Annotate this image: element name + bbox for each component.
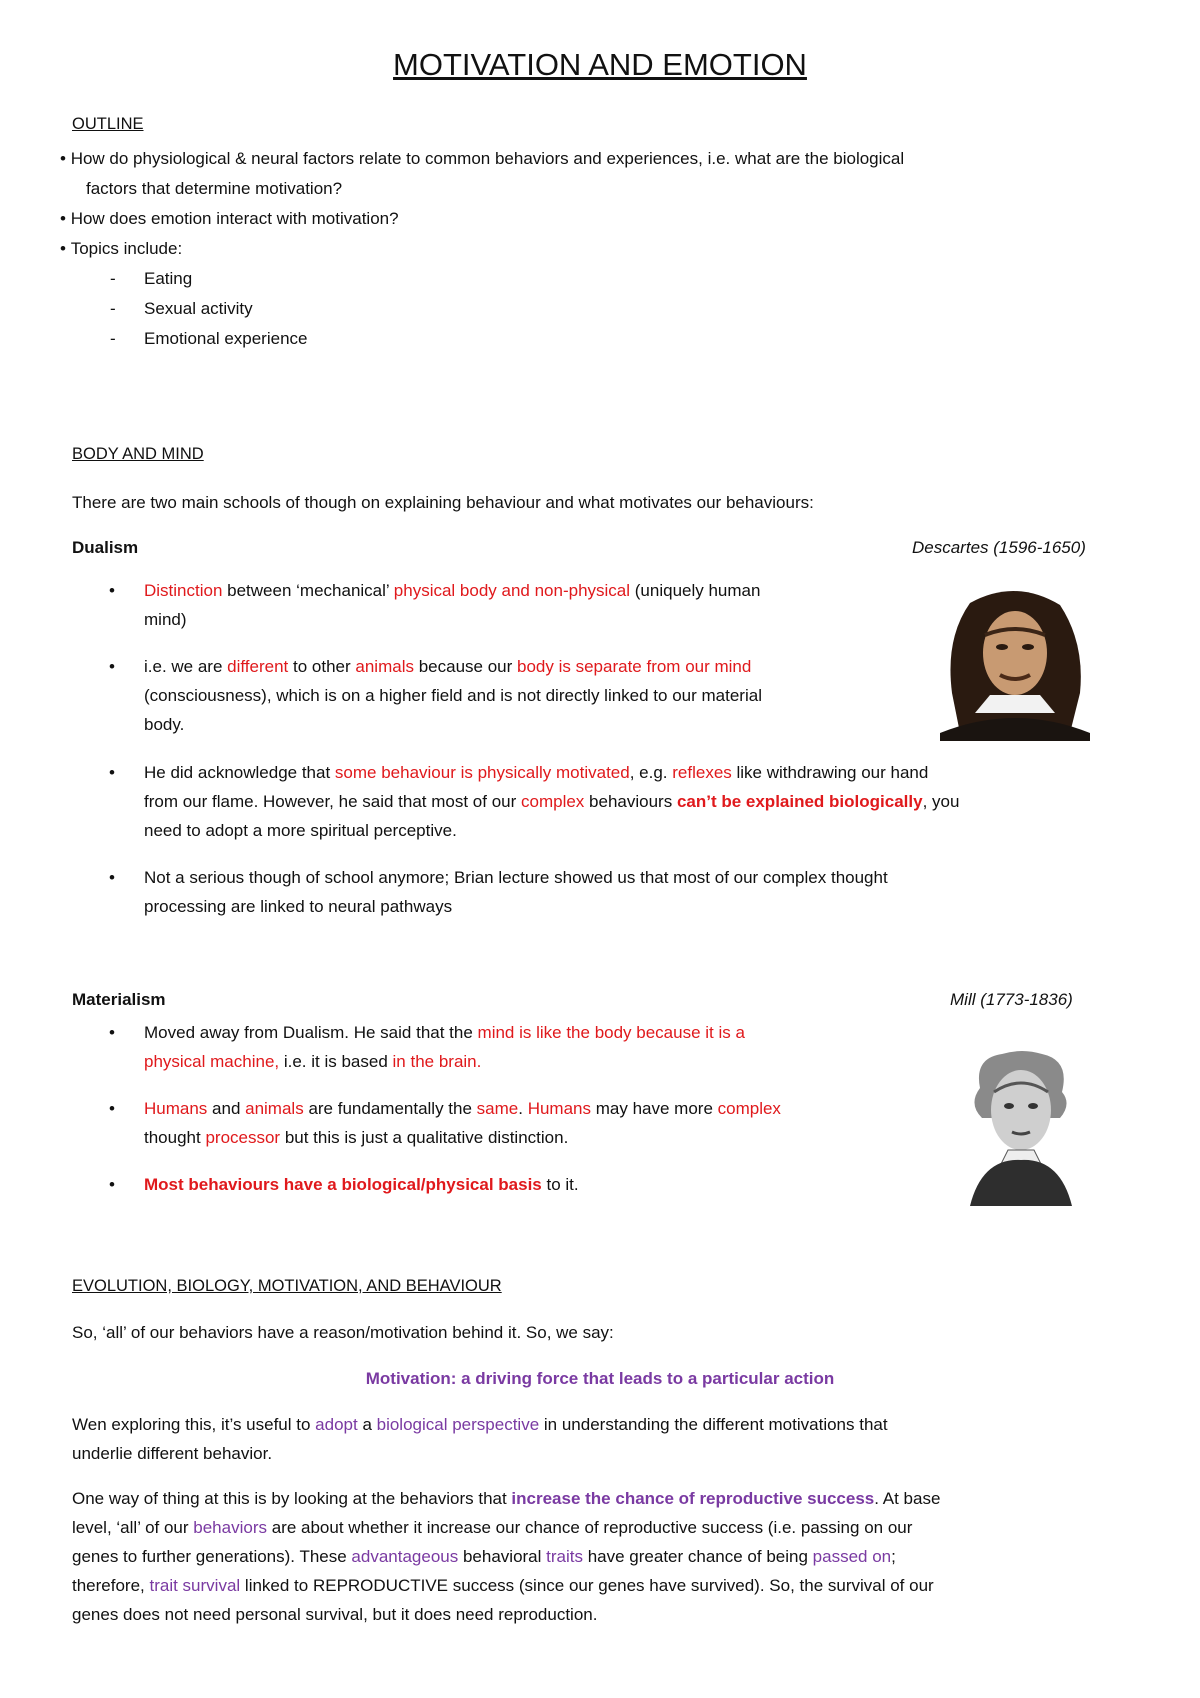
dualism-author: Descartes (1596-1650) (912, 538, 1086, 557)
motivation-definition: Motivation: a driving force that leads to a particular action (365, 1369, 835, 1388)
outline-heading: OUTLINE (72, 115, 144, 133)
materialism-bullets (109, 1018, 924, 1199)
outline-q3: • Topics include: (60, 239, 183, 258)
body-mind-heading: BODY AND MIND (72, 445, 204, 463)
evolution-paragraph-1: Wen exploring this, it’s useful to adopt a biological perspective in understanding the different motivations that underlie different behavior. (72, 1415, 888, 1463)
dualism-bullets-wide (109, 758, 1134, 921)
materialism-label: Materialism (72, 990, 166, 1009)
outline-q1-cont: factors that determine motivation? (86, 179, 343, 198)
list-item: • i.e. we are different to other animals because our body is separate from our mind (consciousness), which is on a higher field and is not directly linked to our material body. (109, 657, 762, 734)
dualism-label: Dualism (72, 538, 139, 557)
page-title: MOTIVATION AND EMOTION (393, 47, 807, 82)
list-item: • Humans and animals are fundamentally the same. Humans may have more complex thought processor but this is just a qualitative distinction. (109, 1099, 781, 1147)
topic-item: - Sexual activity (110, 299, 253, 318)
evolution-heading: EVOLUTION, BIOLOGY, MOTIVATION, AND BEHAVIOUR (72, 1277, 502, 1295)
mill-portrait (962, 1048, 1080, 1206)
body-mind-intro: There are two main schools of though on explaining behaviour and what motivates our behaviours: (72, 493, 814, 512)
evolution-intro: So, ‘all’ of our behaviors have a reason/motivation behind it. So, we say: (72, 1323, 614, 1342)
topic-item: - Eating (110, 269, 193, 288)
outline-q1: • How do physiological & neural factors relate to common behaviors and experiences, i.e. what are the biological (60, 149, 905, 168)
list-item: • Distinction between ‘mechanical’ physical body and non-physical (uniquely human mind) (109, 581, 761, 629)
topic-item: - Emotional experience (110, 329, 308, 348)
outline-q2: • How does emotion interact with motivation? (60, 209, 399, 228)
list-item: • Most behaviours have a biological/physical basis to it. (109, 1175, 579, 1194)
dualism-bullets (109, 576, 924, 739)
list-item: • Moved away from Dualism. He said that the mind is like the body because it is a physical machine, i.e. it is based in the brain. (109, 1023, 745, 1071)
list-item: • Not a serious though of school anymore; Brian lecture showed us that most of our complex thought processing are linked to neural pathways (109, 868, 888, 916)
descartes-portrait (930, 583, 1100, 741)
materialism-author: Mill (1773-1836) (950, 990, 1073, 1009)
list-item: • He did acknowledge that some behaviour is physically motivated, e.g. reflexes like withdrawing our hand from our flame. However, he said that most of our complex behaviours can’t be explained biologically, you need to adopt a more spiritual perceptive. (109, 763, 960, 840)
evolution-paragraph-2: One way of thing at this is by looking at the behaviors that increase the chance of reproductive success. At base level, ‘all’ of our behaviors are about whether it increase our chance of reproductive success (i.e. passing on our genes to further generations). These advantageous behavioral traits have greater chance of being passed on; therefore, trait survival linked to REPRODUCTIVE success (since our genes have survived). So, the survival of our genes does not need personal survival, but it does need reproduction. (72, 1489, 941, 1624)
